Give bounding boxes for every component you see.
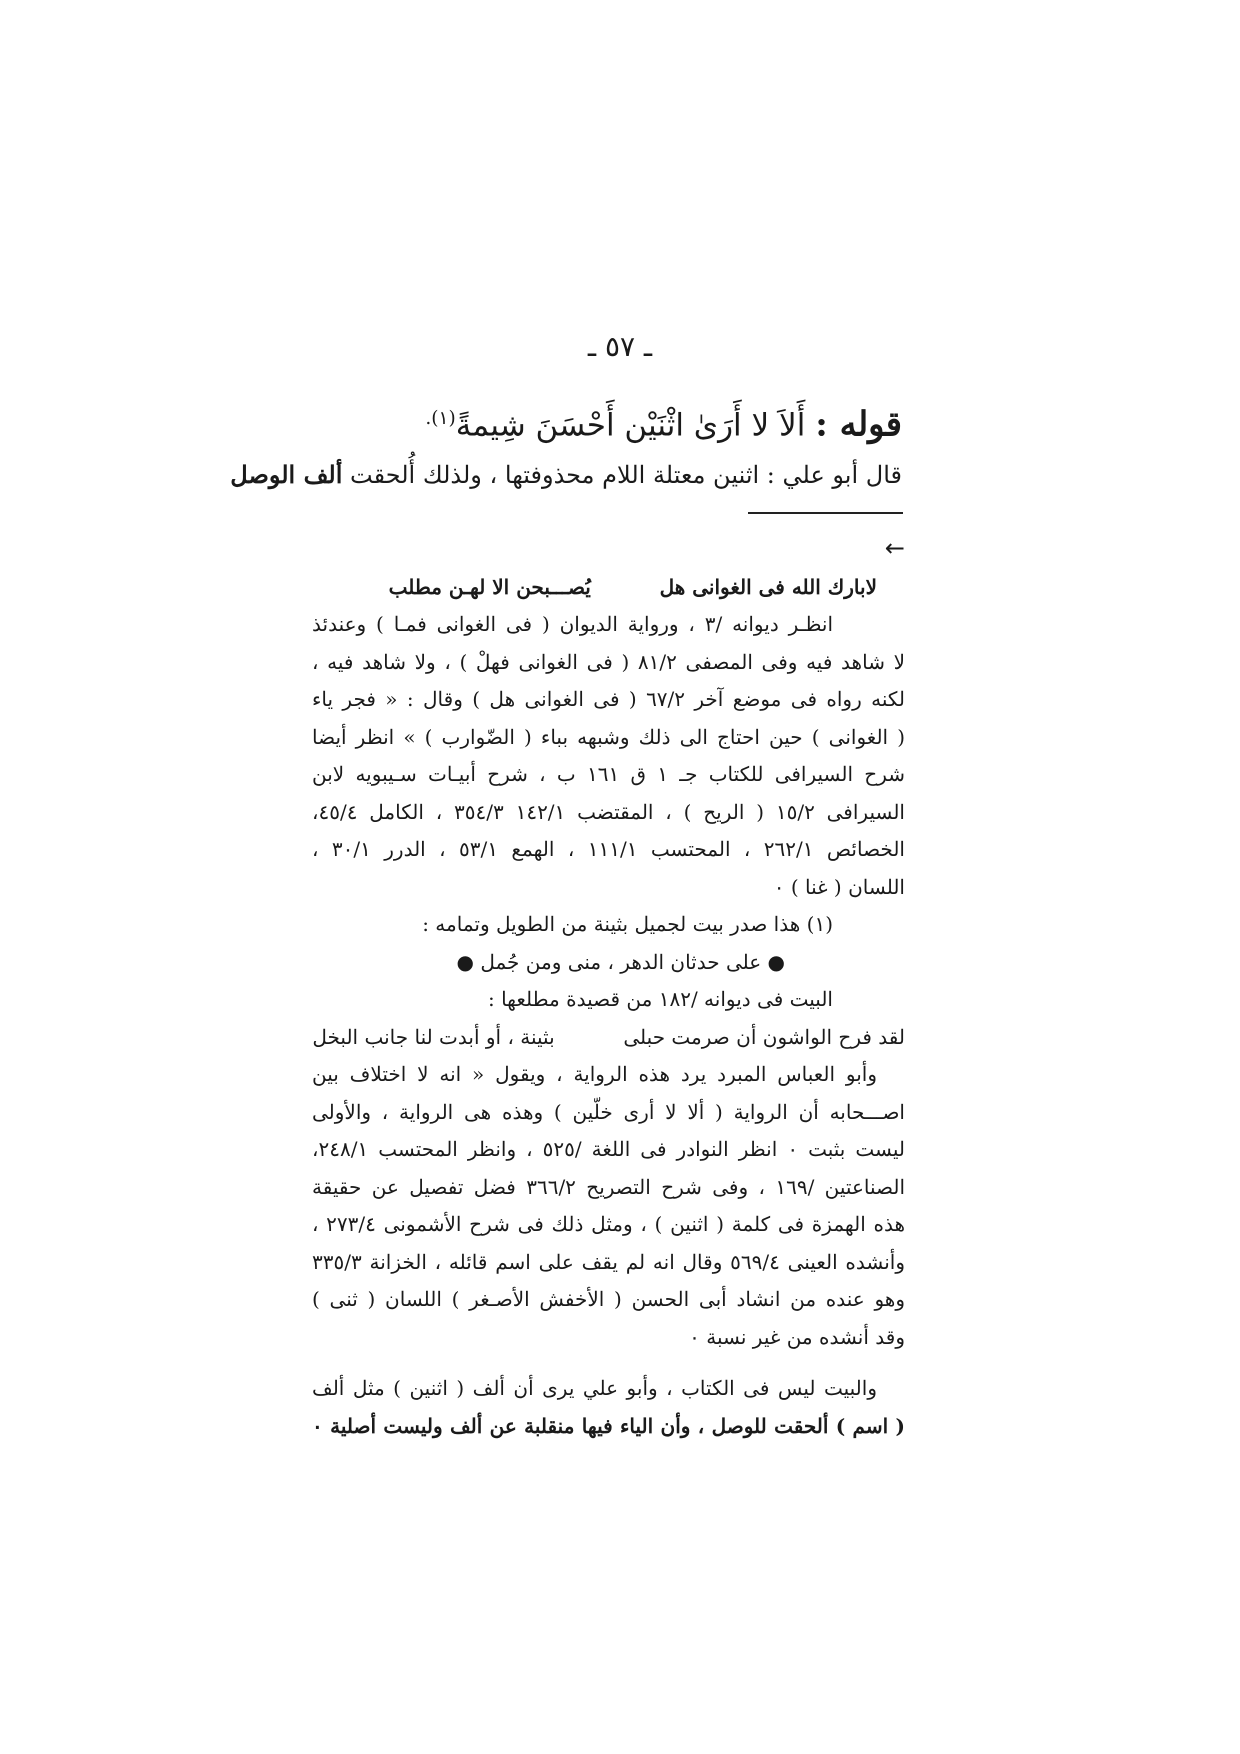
- verse-second-half: بثينة ، أو أبدت لنا جانب البخل: [312, 1024, 555, 1049]
- footnote-line: وهو عنده من انشاد أبى الحسن ( الأخفش الأصـغر ) اللسان ( ثنى ): [312, 1287, 905, 1311]
- footnote-ref: (١).: [425, 408, 456, 429]
- footnote-line: لكنه رواه فى موضع آخر ٦٧/٢ ( فى الغوانى هل ) وقال : « فجر ياء: [312, 687, 905, 711]
- footnote-line: شرح السيرافى للكتاب جـ ١ ق ١٦١ ب ، شرح أبيـات سـيبويه لابن: [312, 762, 905, 786]
- footnote-line: وأنشده العينى ٥٦٩/٤ وقال انه لم يقف على اسم قائله ، الخزانة ٣٣٥/٣: [312, 1249, 905, 1274]
- footnote-divider: [748, 512, 903, 514]
- main-paragraph-emphasis: ألف الوصل: [230, 460, 343, 490]
- footnotes: [312, 530, 905, 1445]
- closing-line: ( اسم ) ألحقت للوصل ، وأن الياء فيها منقلبة عن ألف وليست أصلية ٠: [312, 1413, 905, 1438]
- footnote-hemistich: ● على حدثان الدهر ، منى ومن جُمل ●: [456, 949, 785, 974]
- footnote-line: اللسان ( غنا ) ٠: [773, 874, 905, 899]
- footnote-line: هذه الهمزة فى كلمة ( اثنين ) ، ومثل ذلك فى شرح الأشمونى ٢٧٣/٤ ،: [312, 1212, 905, 1236]
- page-number: ـ ٥٧ ـ: [587, 330, 653, 363]
- footnote-line: انظـر ديوانه /٣ ، ورواية الديوان ( فى الغوانى فمـا ) وعندئذ: [312, 612, 833, 636]
- verse-first-half: لابارك الله فى الغوانى هل: [659, 574, 877, 599]
- verse-line: [312, 1019, 905, 1057]
- closing-line: والبيت ليس فى الكتاب ، وأبو علي يرى أن ألف ( اثنين ) مثل ألف: [312, 1376, 877, 1400]
- footnote-line: ليست بثبت ٠ انظر النوادر فى اللغة /٥٢٥ ، وانظر المحتسب ٢٤٨/١،: [312, 1137, 906, 1161]
- footnote-line: الصناعتين /١٦٩ ، وفى شرح التصريح ٣٦٦/٢ فضل تفصيل عن حقيقة: [312, 1174, 906, 1199]
- footnote-line: ( الغوانى ) حين احتاج الى ذلك وشبهه بباء ( الضّوارب ) » انظر أيضا: [312, 724, 905, 749]
- footnote-line: الخصائص ٢٦٢/١ ، المحتسب ١١١/١ ، الهمع ٥٣/١ ، الدرر ٣٠/١ ،: [312, 837, 905, 861]
- verse-second-half: يُصـــبحن الا لهـن مطلب: [388, 574, 591, 599]
- footnote-line: وأبو العباس المبرد يرد هذه الرواية ، ويقول « انه لا اختلاف بين: [312, 1062, 877, 1086]
- verse-line: [312, 569, 905, 607]
- arrow-left-icon: ←: [884, 534, 905, 562]
- main-text: [230, 395, 902, 499]
- main-paragraph: [230, 451, 902, 499]
- footnote-intro: (١) هذا صدر بيت لجميل بثينة من الطويل وتمامه :: [422, 912, 833, 936]
- continuation-arrow: [312, 530, 905, 569]
- main-paragraph-text: قال أبو علي : اثنين معتلة اللام محذوفتها ، ولذلك أُلحقت: [350, 461, 902, 490]
- footnote-line: لا شاهد فيه وفى المصفى ٨١/٢ ( فى الغوانى فهلْ ) ، ولا شاهد فيه ،: [312, 649, 906, 674]
- footnote-line: اصـــحابه أن الرواية ( ألا لا أرى خلّين ) وهذه هى الرواية ، والأولى: [312, 1099, 905, 1124]
- heading-text: أَلاَ لا أَرَىٰ اثْنَيْن أَحْسَنَ شِيمةً: [455, 407, 806, 444]
- footnote-line: السيرافى ١٥/٢ ( الريح ) ، المقتضب ١٤٢/١ ٣٥٤/٣ ، الكامل ٤٥/٤،: [312, 799, 905, 824]
- footnote-line: وقد أنشده من غير نسبة ٠: [689, 1324, 905, 1349]
- footnote-diwan: البيت فى ديوانه /١٨٢ من قصيدة مطلعها :: [487, 987, 833, 1011]
- heading-label: قوله :: [815, 404, 902, 445]
- verse-first-half: لقد فرح الواشون أن صرمت حبلى: [623, 1024, 905, 1049]
- heading-line: [330, 395, 902, 449]
